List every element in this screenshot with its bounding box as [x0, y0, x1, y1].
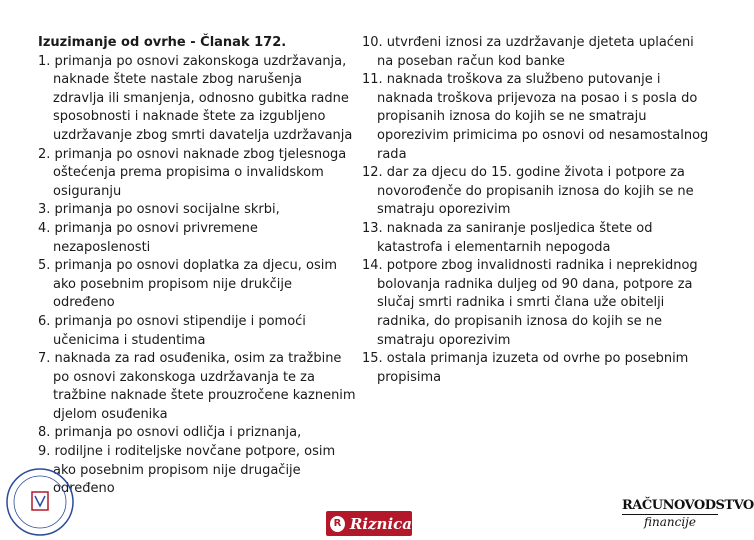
list-item: 4. primanja po osnovi privremene nezaposlenosti: [38, 220, 258, 255]
riznica-emblem-icon: R: [330, 516, 345, 532]
list-item: 9. rodiljne i roditeljske novčane potpore, osim ako posebnim propisom nije drugačije određeno: [38, 444, 336, 497]
list-item: 8. primanja po osnovi odličja i priznanja,: [38, 425, 302, 441]
article-title: Izuzimanje od ovrhe - Članak 172.: [38, 35, 287, 50]
list-item: 1. primanja po osnovi zakonskoga uzdržavanja, naknade štete nastale zbog narušenja zdravlja ili smanjenja, odnosno gubitka radne sposobnosti i naknade štete za izgubljeno uzdržavanje zbog smrti davatelja uzdržavanja: [38, 53, 353, 143]
list-item: 5. primanja po osnovi doplatka za djecu, osim ako posebnim propisom nije drukčije određeno: [38, 258, 337, 311]
rf-logo-line1: RAČUNOVODSTVO: [622, 498, 754, 513]
list-item: 3. primanja po osnovi socijalne skrbi,: [38, 202, 280, 218]
university-seal-logo: [4, 458, 76, 540]
left-column: [38, 34, 356, 499]
list-item: 12. dar za djecu do 15. godine života i potpore za novorođenče do propisanih iznosa do kojih se ne smatraju oporezivim: [362, 165, 694, 218]
list-item: 2. primanja po osnovi naknade zbog tjelesnoga oštećenja prema propisima o invalidskom osiguranju: [38, 146, 347, 199]
rf-logo-line2: financije: [644, 515, 696, 529]
riznica-logo: [326, 511, 412, 536]
right-column: [362, 34, 710, 387]
riznica-logo-text: Riznica: [349, 514, 412, 533]
list-item: 7. naknada za rad osuđenika, osim za tražbine po osnovi zakonskoga uzdržavanja te za tražbine naknade štete prouzročene kaznenim djelom osuđenika: [38, 351, 356, 422]
list-item: 13. naknada za saniranje posljedica štete od katastrofa i elementarnih nepogoda: [362, 220, 653, 255]
list-item: 14. potpore zbog invalidnosti radnika i neprekidnog bolovanja radnika duljeg od 90 dana, potpore za slučaj smrti radnika i smrti člana uže obitelji radnika, do propisanih iznosa do kojih se ne smatraju oporezivim: [362, 258, 698, 348]
list-item: 11. naknada troškova za službeno putovanje i naknada troškova prijevoza na posao i s posla do propisanih iznosa do kojih se ne smatraju oporezivim primicima po osnovi od nesamostalnog rada: [362, 72, 709, 162]
list-item: 15. ostala primanja izuzeta od ovrhe po posebnim propisima: [362, 351, 689, 385]
list-item: 6. primanja po osnovi stipendije i pomoći učenicima i studentima: [38, 313, 306, 348]
list-item: 10. utvrđeni iznosi za uzdržavanje djeteta uplaćeni na poseban račun kod banke: [362, 35, 694, 69]
racunovodstvo-financije-logo: [622, 498, 754, 529]
